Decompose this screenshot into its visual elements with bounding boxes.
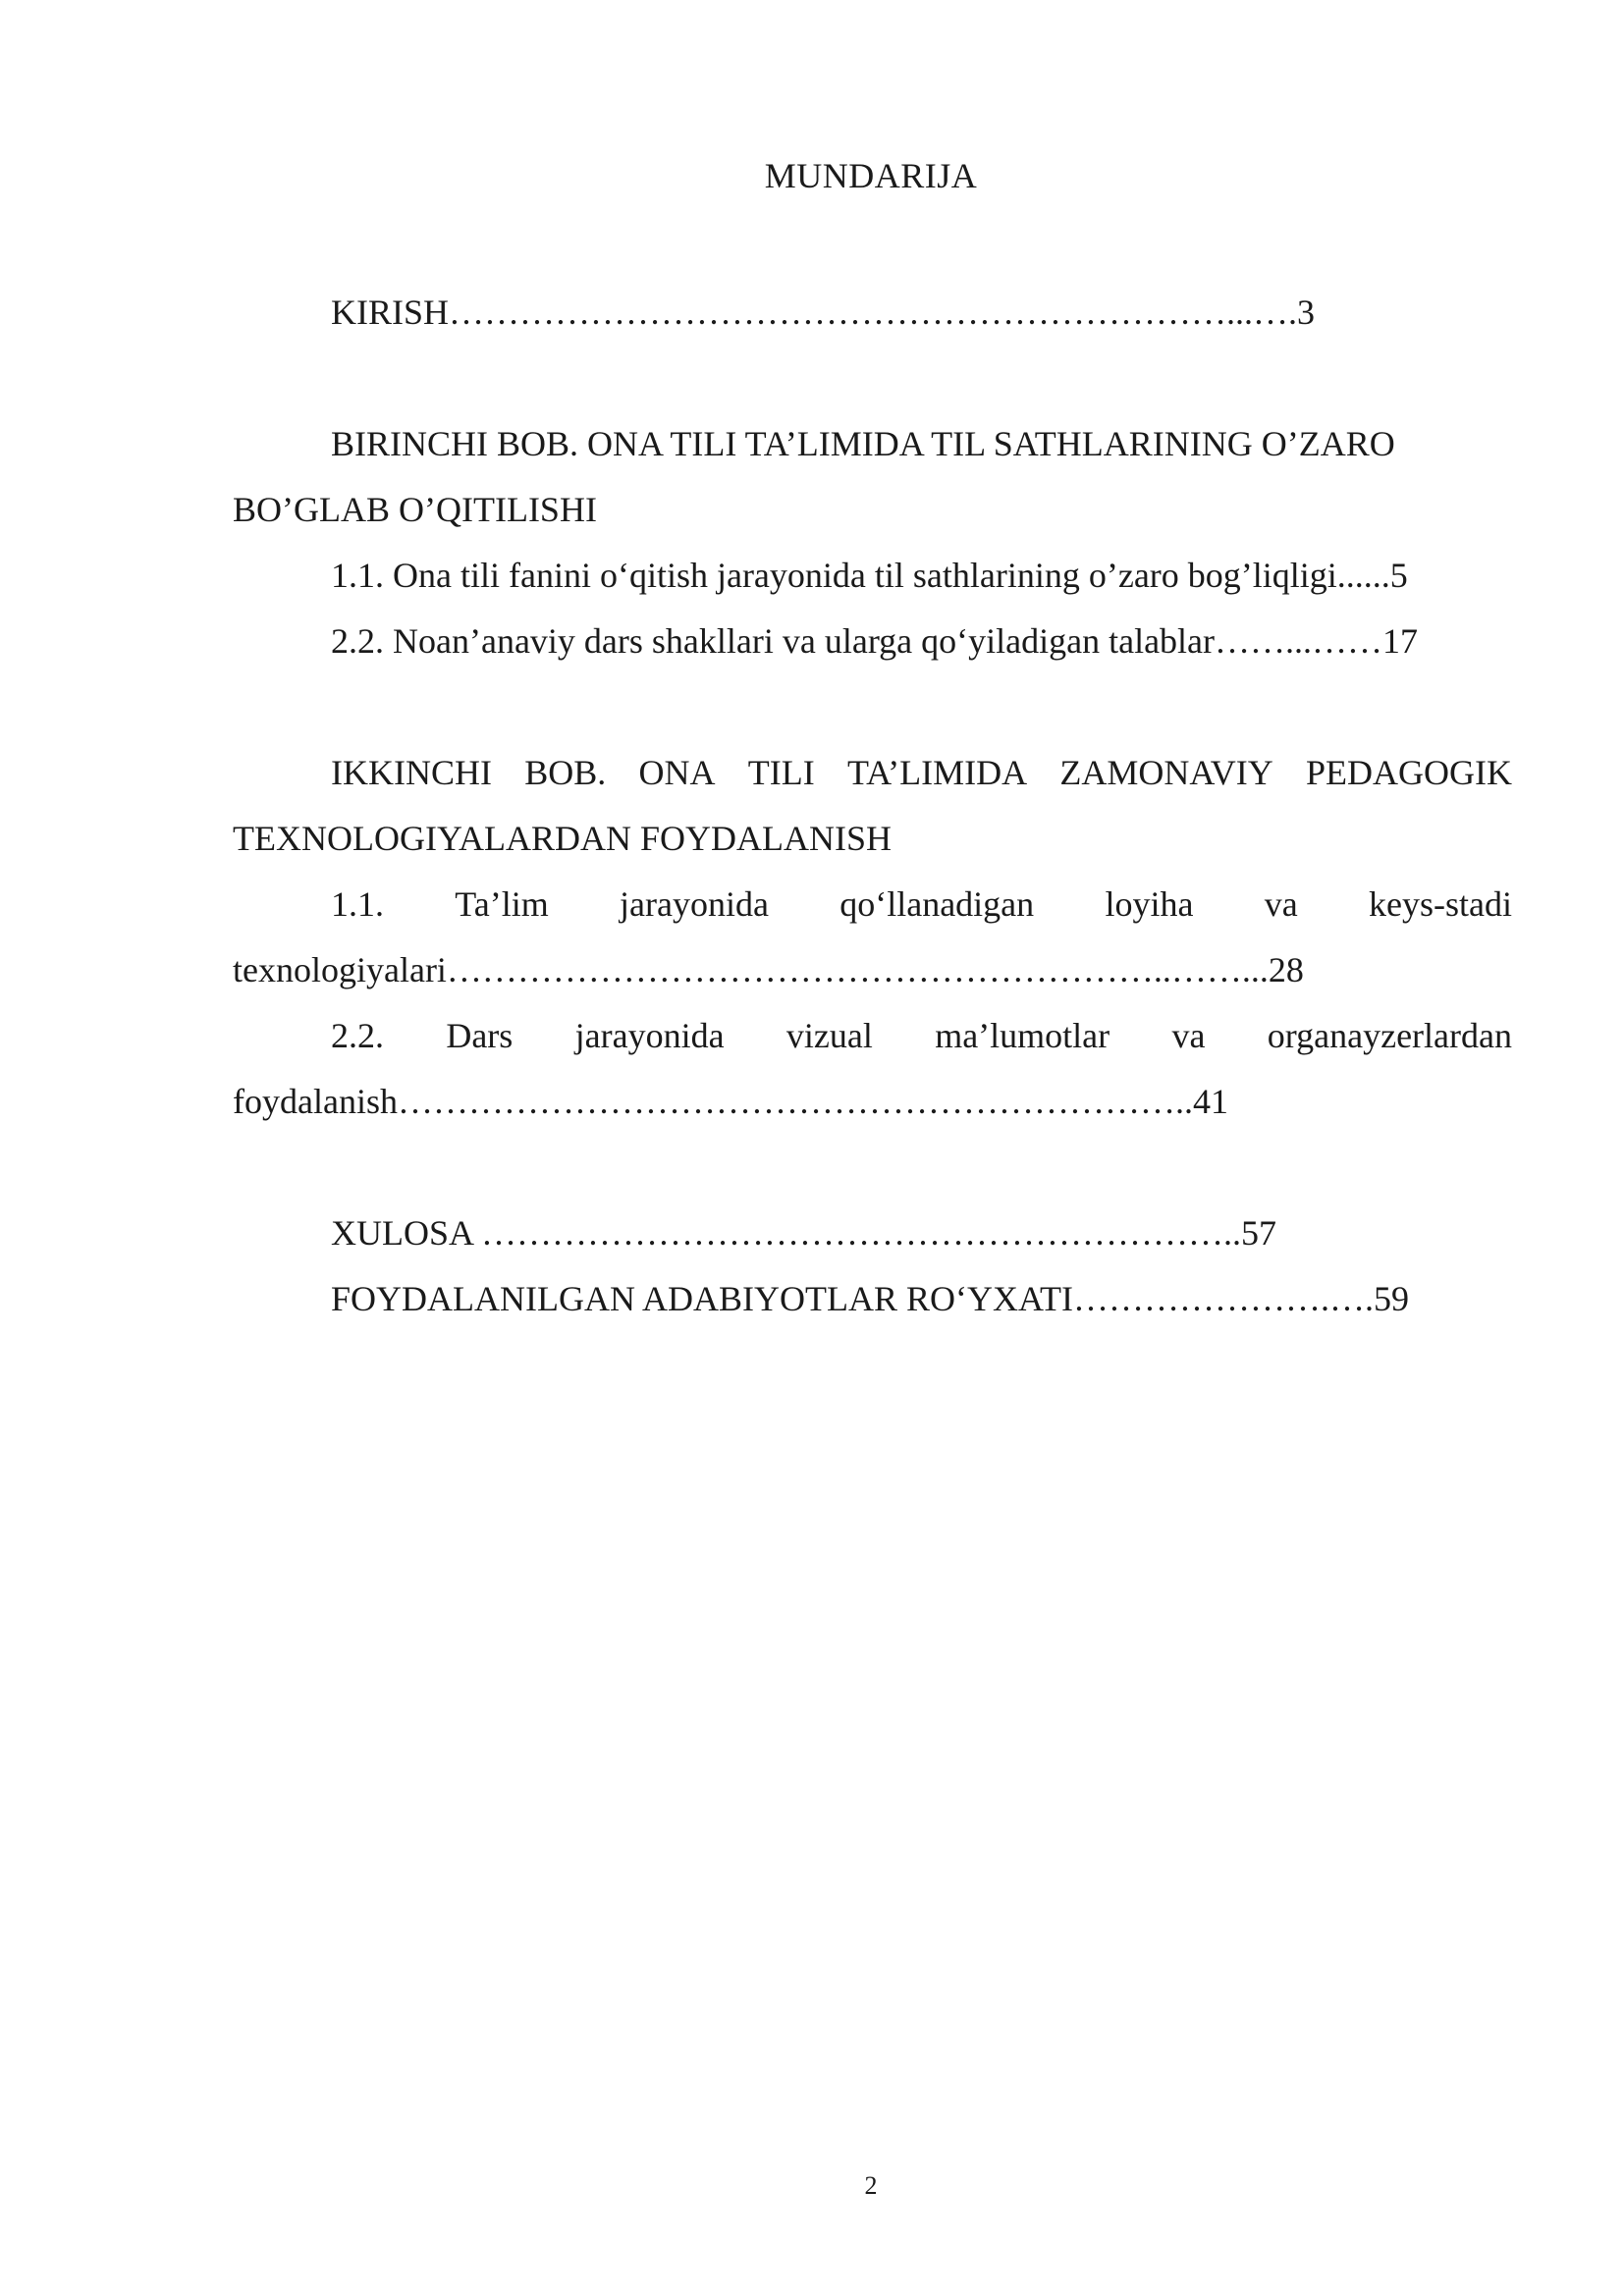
word: vizual <box>785 1016 873 1055</box>
word: Dars <box>446 1016 514 1055</box>
toc-entry-2-1-1-line1 <box>331 882 1512 926</box>
word: organayzerlardan <box>1267 1016 1512 1055</box>
word: Ta’lim <box>455 884 549 924</box>
word: qo‘llanadigan <box>839 884 1035 924</box>
page-number: 2 <box>864 2171 878 2200</box>
word: BOB. <box>524 753 607 792</box>
toc-entry-adabiyotlar: FOYDALANILGAN ADABIYOTLAR RO‘YXATI………………….….59 <box>331 1279 1409 1318</box>
toc-entry-2-1-1-line2: texnologiyalari……………………………………………………..……...28 <box>233 950 1304 989</box>
word: PEDAGOGIK <box>1305 753 1512 792</box>
word: ZAMONAVIY <box>1059 753 1273 792</box>
chapter2-heading-line1 <box>331 751 1512 794</box>
word: 1.1. <box>331 884 384 924</box>
toc-entry-kirish: KIRISH…………………………………………………………...….3 <box>331 293 1316 332</box>
toc-entry-2-2-2-line2: foydalanish…………………………………………………………..41 <box>233 1082 1228 1121</box>
word: 2.2. <box>331 1016 384 1055</box>
toc-entry-xulosa: XULOSA ………………………………………………………..57 <box>331 1213 1277 1253</box>
word: IKKINCHI <box>331 753 492 792</box>
toc-entry-1-1: 1.1. Ona tili fanini o‘qitish jarayonida til sathlarining o’zaro bog’liqligi......5 <box>331 556 1408 595</box>
word: jarayonida <box>574 1016 725 1055</box>
word: va <box>1171 1016 1206 1055</box>
toc-entry-2-2: 2.2. Noan’anaviy dars shakllari va ularga qo‘yiladigan talablar……...……17 <box>331 621 1419 661</box>
word: keys-stadi <box>1368 884 1512 924</box>
word: va <box>1264 884 1298 924</box>
word: ONA <box>638 753 716 792</box>
word: ma’lumotlar <box>935 1016 1110 1055</box>
toc-title: MUNDARIJA <box>764 156 978 195</box>
word: jarayonida <box>620 884 769 924</box>
word: loyiha <box>1105 884 1194 924</box>
chapter1-heading-line2: BO’GLAB O’QITILISHI <box>233 490 597 529</box>
word: TA’LIMIDA <box>847 753 1028 792</box>
chapter1-heading-line1: BIRINCHI BOB. ONA TILI TA’LIMIDA TIL SATHLARINING O’ZARO <box>331 424 1395 463</box>
chapter2-heading-line2: TEXNOLOGIYALARDAN FOYDALANISH <box>233 819 892 858</box>
toc-entry-2-2-2-line1 <box>331 1014 1512 1057</box>
word: TILI <box>747 753 815 792</box>
